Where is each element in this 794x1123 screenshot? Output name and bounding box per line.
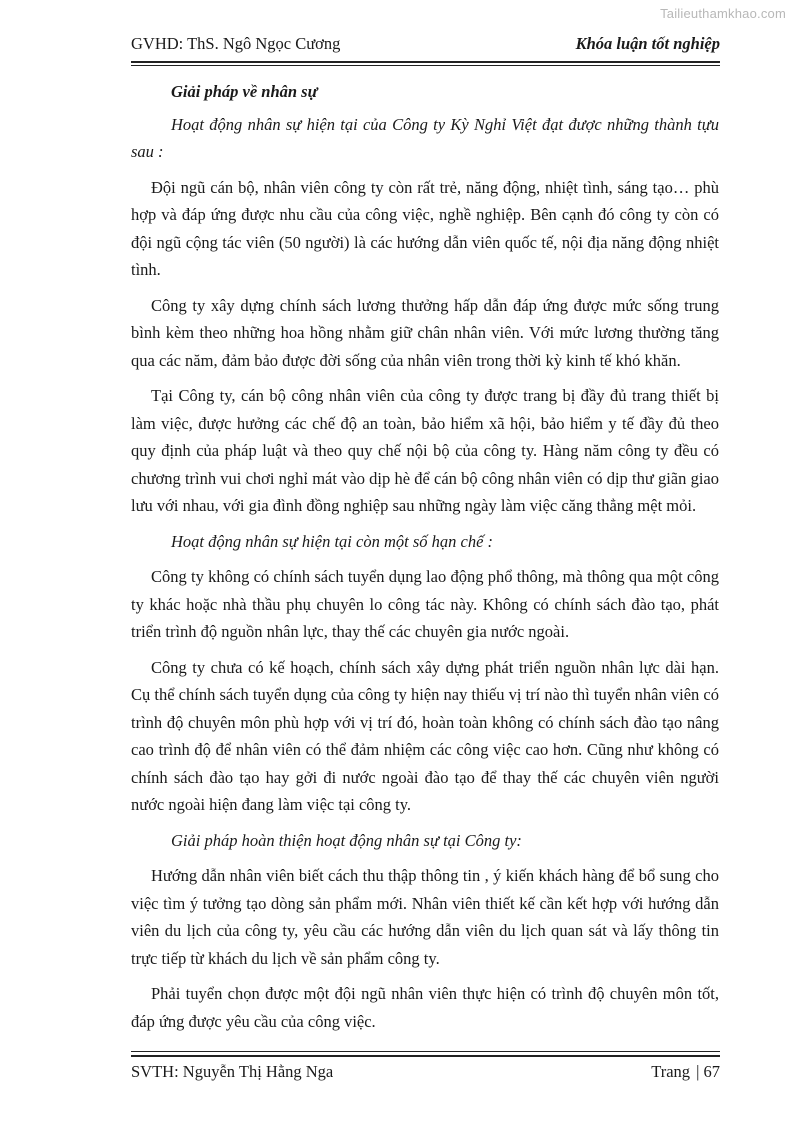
subheading: Giải pháp hoàn thiện hoạt động nhân sự tại Công ty: <box>171 830 522 850</box>
footer-rule-thick <box>131 1055 720 1057</box>
section-heading: Giải pháp về nhân sự <box>171 82 318 101</box>
paragraph: Công ty chưa có kế hoạch, chính sách xây dựng phát triển nguồn nhân lực dài hạn. Cụ thể chính sách tuyển dụng của công ty hiện nay thiếu vị trí nào thì tuyển nhân viên có trình độ chuyên môn phù hợp với vị trí đó, hoàn toàn không có chính sách đào tạo nâng cao trình độ để nhân viên có thể đảm nhiệm các công việc cao hơn. Cũng như không có chính sách đào tạo hay gởi đi nước ngoài đào tạo để thay thế các chuyên viên người nước ngoài hiện đang làm việc tại công ty. <box>131 657 719 814</box>
header-thesis-title: Khóa luận tốt nghiệp <box>575 34 720 53</box>
page-header <box>131 30 720 54</box>
subheading: Hoạt động nhân sự hiện tại còn một số hạn chế : <box>171 531 494 551</box>
header-rule-thin <box>131 65 720 66</box>
header-advisor: GVHD: ThS. Ngô Ngọc Cương <box>131 34 341 53</box>
watermark: Tailieuthamkhao.com <box>660 6 786 21</box>
page-number <box>645 1062 720 1082</box>
paragraph: Phải tuyển chọn được một đội ngũ nhân viên thực hiện có trình độ chuyên môn tốt, đáp ứng được yêu cầu của công việc. <box>131 984 719 1031</box>
subheading: Hoạt động nhân sự hiện tại của Công ty Kỳ Nghỉ Việt đạt được những thành tựu sau : <box>131 114 719 161</box>
page-number-value: | 67 <box>696 1062 720 1081</box>
paragraph: Tại Công ty, cán bộ công nhân viên của công ty được trang bị đầy đủ trang thiết bị làm việc, được hưởng các chế độ an toàn, bảo hiểm xã hội, bảo hiểm y tế đầy đủ theo quy định của pháp luật và theo quy chế nội bộ của công ty. Hàng năm công ty đều có chương trình vui chơi nghỉ mát vào dịp hè để cán bộ công nhân viên có dịp thư giãn giao lưu với nhau, với gia đình đồng nghiệp sau những ngày làm việc căng thẳng mệt mỏi. <box>131 386 719 515</box>
footer-student: SVTH: Nguyễn Thị Hằng Nga <box>131 1062 334 1081</box>
paragraph: Công ty không có chính sách tuyển dụng lao động phổ thông, mà thông qua một công ty khác hoặc nhà thầu phụ chuyên lo công tác này. Không có chính sách đào tạo, phát triển trình độ nguồn nhân lực, thay thế các chuyên gia nước ngoài. <box>131 567 719 641</box>
paragraph: Đội ngũ cán bộ, nhân viên công ty còn rất trẻ, năng động, nhiệt tình, sáng tạo… phù hợp và đáp ứng được nhu cầu của công việc, nghề nghiệp. Bên cạnh đó công ty còn có đội ngũ cộng tác viên (50 người) là các hướng dẫn viên quốc tế, nội địa năng động nhiệt tình. <box>131 177 719 279</box>
page-footer <box>131 1062 720 1082</box>
header-rule-thick <box>131 61 720 63</box>
page-label: Trang <box>651 1062 691 1081</box>
paragraph: Công ty xây dựng chính sách lương thưởng hấp dẫn đáp ứng được mức sống trung bình kèm theo những hoa hồng nhằm giữ chân nhân viên. Với mức lương thường tăng qua các năm, đảm bảo được đời sống của nhân viên trong thời kỳ kinh tế khó khăn. <box>131 295 719 370</box>
paragraph: Hướng dẫn nhân viên biết cách thu thập thông tin , ý kiến khách hàng để bổ sung cho việc tìm ý tưởng tạo dòng sản phẩm mới. Nhân viên thiết kế cần kết hợp với hướng dẫn viên du lịch của công ty, yêu cầu các hướng dẫn viên du lịch quan sát và lấy thông tin trực tiếp từ khách du lịch về sản phẩm công ty. <box>131 866 719 968</box>
footer-rule-thin <box>131 1051 720 1052</box>
page-body <box>131 78 719 1043</box>
